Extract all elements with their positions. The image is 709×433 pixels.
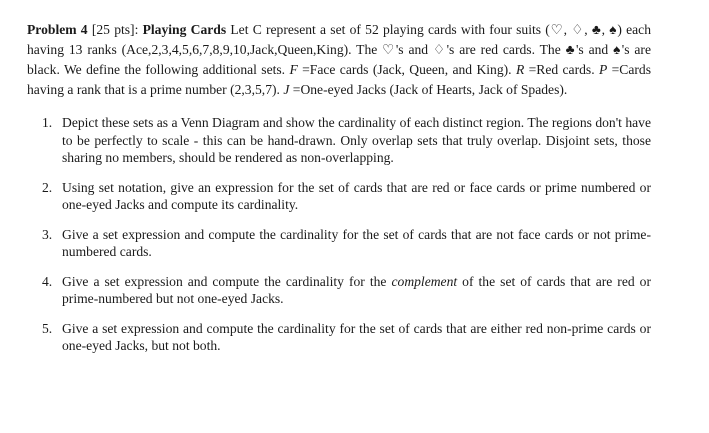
set-j-definition: =One-eyed Jacks (Jack of Hearts, Jack of Spades).: [289, 82, 568, 97]
set-r-symbol: R: [515, 62, 525, 77]
set-j-symbol: J: [283, 82, 290, 97]
question-text: Depict these sets as a Venn Diagram and show the cardinality of each distinct region. The regions don't have to be perfectly to scale - this can be hand-drawn. Only overlap sets that truly overlap. Disjoint sets, those sharing no members, should be rendered as non-overlapping.: [62, 115, 651, 165]
question-number: 2.: [42, 179, 53, 195]
question-number: 3.: [42, 226, 53, 242]
problem-statement: [27, 20, 651, 100]
problem-title: Playing Cards: [142, 22, 227, 37]
set-f-definition: =Face cards (Jack, Queen, and King).: [297, 62, 516, 77]
question-item: [27, 226, 651, 261]
question-item: [27, 114, 651, 167]
question-text: Using set notation, give an expression for the set of cards that are red or face cards or prime numbered or one-eyed Jacks and compute its cardinality.: [62, 179, 651, 212]
question-item: [27, 273, 651, 308]
question-text: Give a set expression and compute the cardinality for the set of cards that are not face cards or not prime-numbered cards.: [62, 226, 651, 259]
question-item: [27, 179, 651, 214]
problem-sheet: [27, 20, 651, 367]
set-r-definition: =Red cards.: [524, 62, 599, 77]
question-number: 5.: [42, 320, 53, 336]
problem-heading: Problem 4: [27, 22, 88, 37]
question-text: Give a set expression and compute the cardinality for the: [62, 273, 392, 289]
problem-points: [25 pts]:: [91, 22, 139, 37]
question-text: Give a set expression and compute the cardinality for the set of cards that are either red non-prime cards or one-eyed Jacks, but not both.: [62, 320, 651, 353]
question-number: 1.: [42, 115, 53, 130]
question-emphasis: complement: [391, 273, 458, 289]
problem-intro-text: Let C represent a set of 52 playing cards with four suits (♡, ♢, ♣, ♠) each having 13 ranks (Ace,2,3,4,5,6,7,8,9,10,Jack,Queen,King). The ♡'s and ♢'s are red cards. The ♣'s and ♠'s are black. We define the following additional sets.: [27, 22, 651, 77]
set-f-symbol: F: [289, 62, 298, 77]
set-p-definition: =Cards having a rank that is a prime number (2,3,5,7).: [27, 62, 651, 97]
question-list: [27, 114, 651, 355]
question-item: [27, 320, 651, 355]
question-number: 4.: [42, 273, 53, 289]
question-text-continued: of the set of cards that are red or prime-numbered but not one-eyed Jacks.: [62, 273, 652, 306]
set-p-symbol: P: [598, 62, 608, 77]
